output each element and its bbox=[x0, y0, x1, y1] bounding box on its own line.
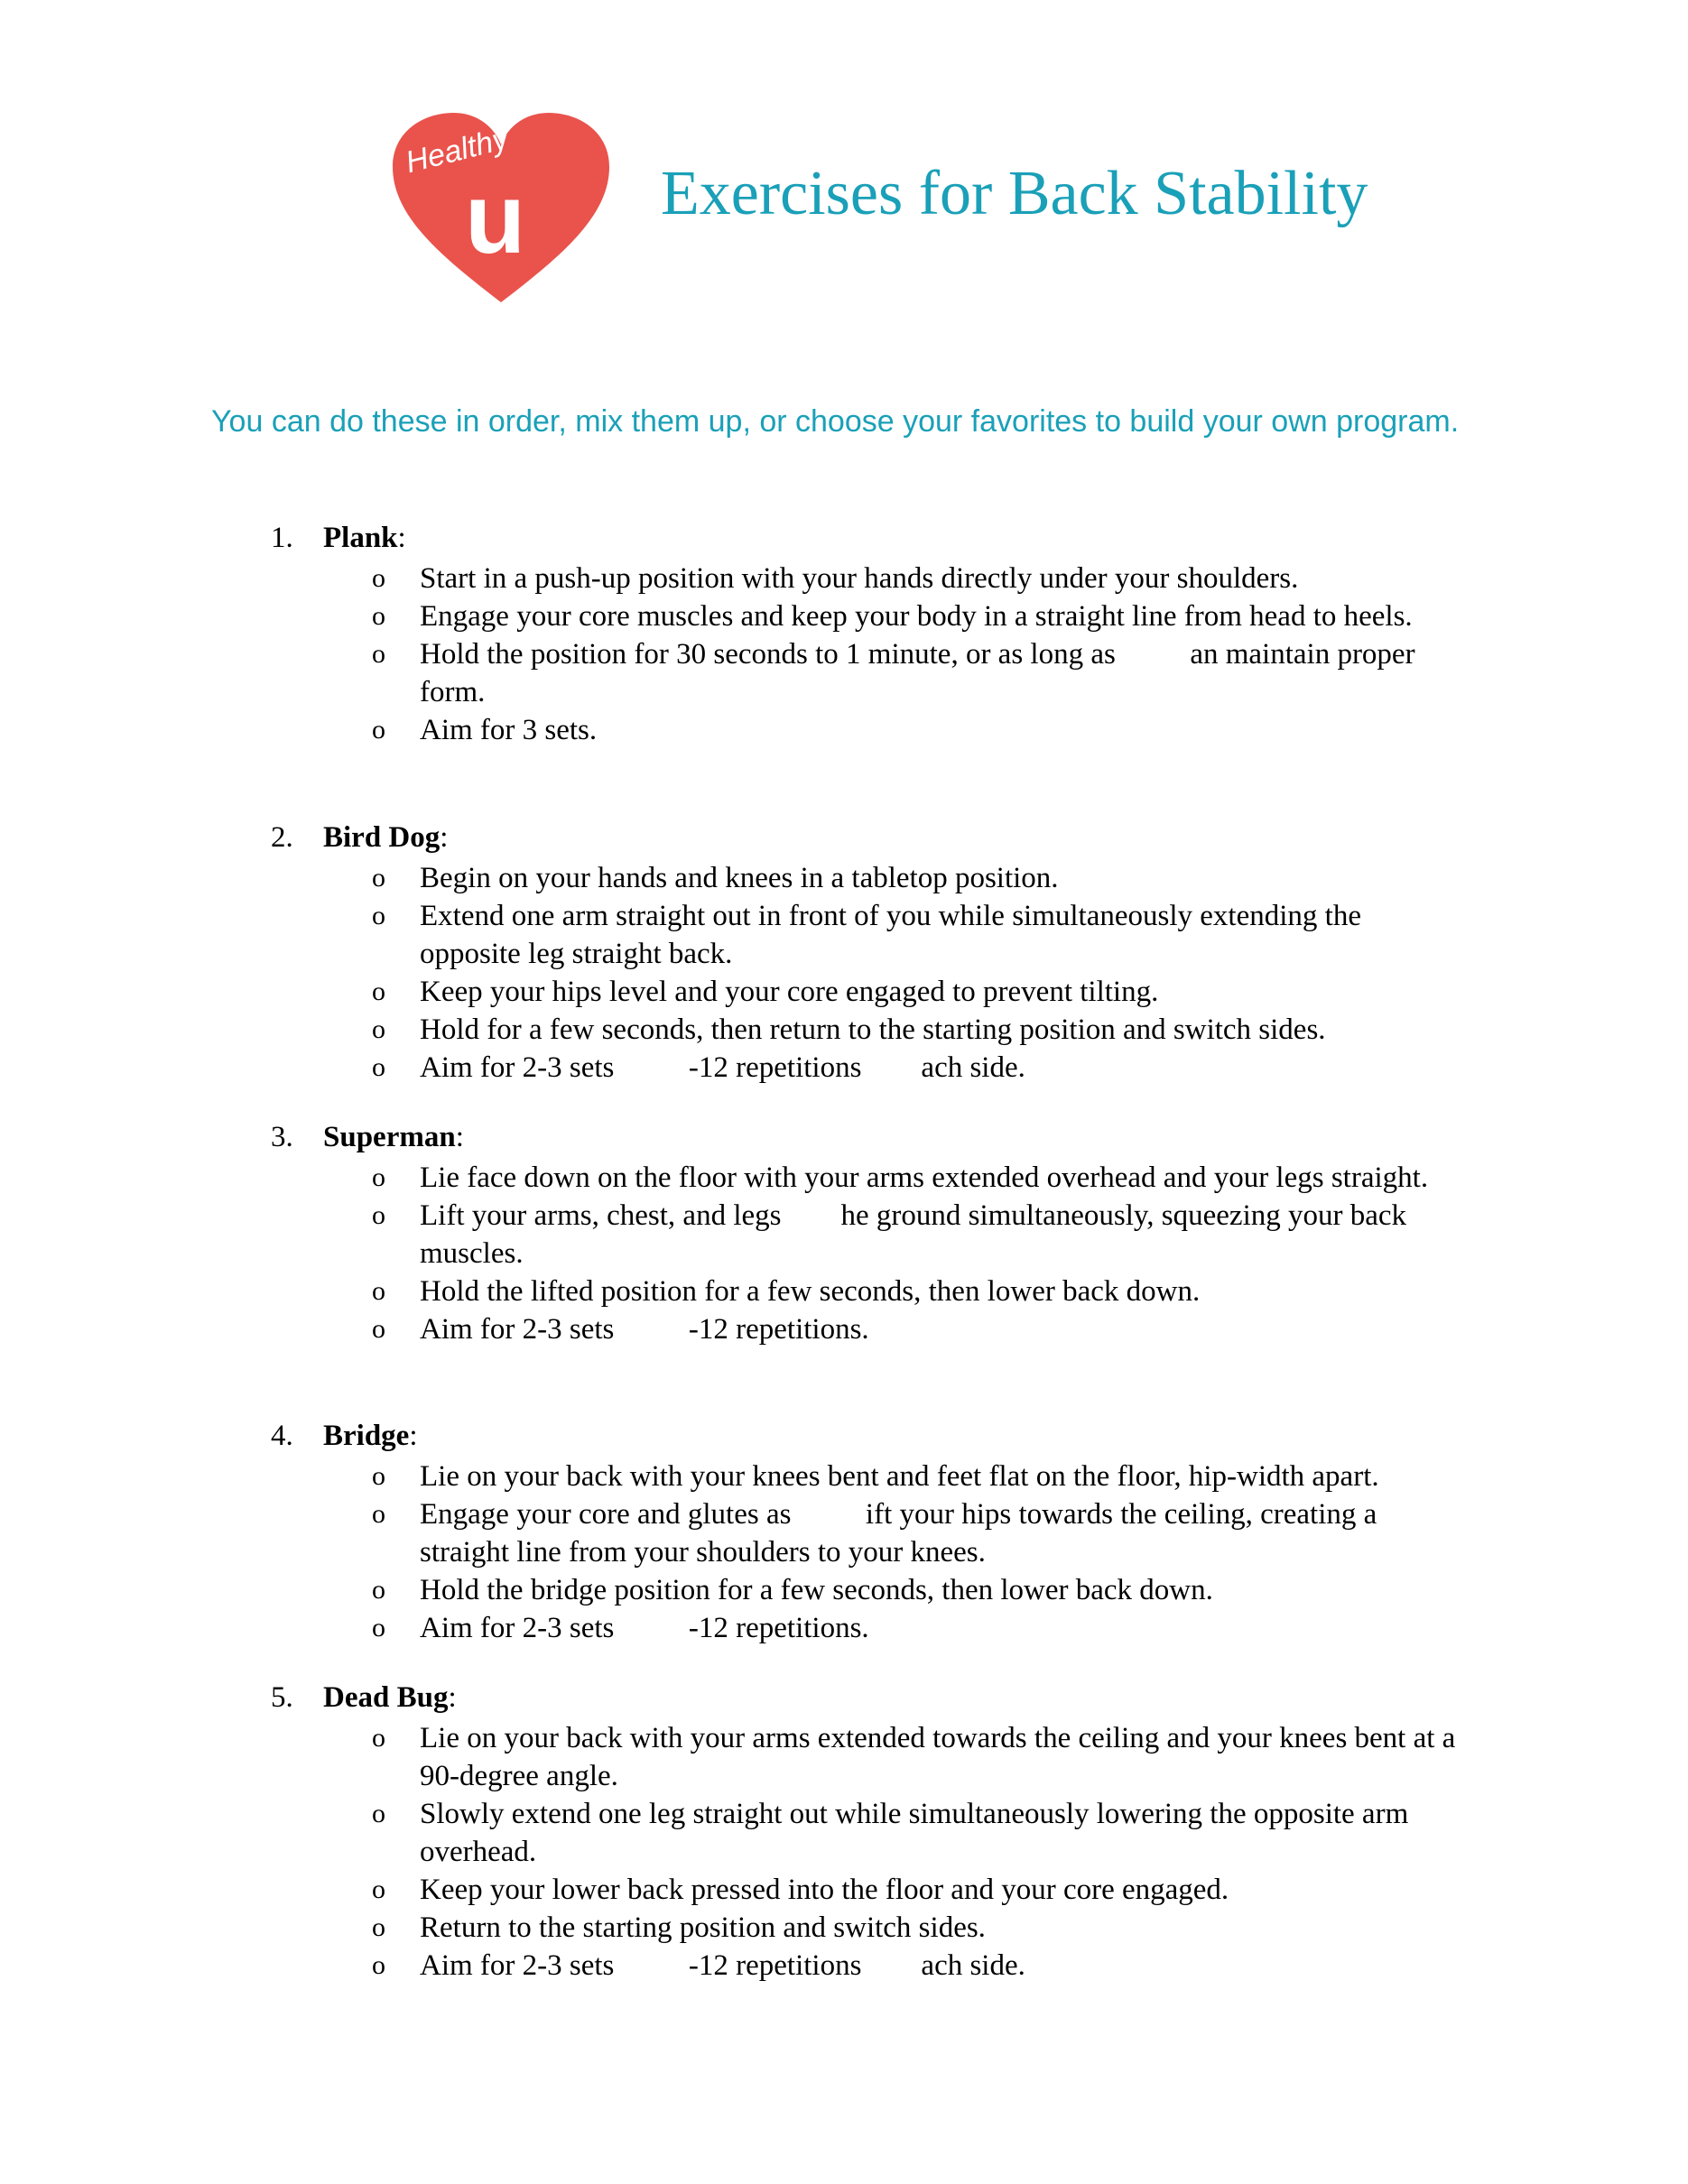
bullet-icon: o bbox=[372, 1799, 385, 1828]
bullet-icon: o bbox=[372, 1314, 385, 1344]
bullet-icon: o bbox=[372, 1461, 385, 1491]
list-item: o Engage your core muscles and keep your body in a straight line from head to heels. bbox=[0, 597, 1688, 635]
list-item: o Lift your arms, chest, and legs he ground simultaneously, squeezing your back muscles. bbox=[0, 1197, 1688, 1272]
list-item: o Return to the starting position and switch sides. bbox=[0, 1909, 1688, 1947]
bullet-icon: o bbox=[372, 1162, 385, 1192]
bullet-icon: o bbox=[372, 1276, 385, 1306]
list-item: o Hold the position for 30 seconds to 1 minute, or as long as an maintain proper form. bbox=[0, 635, 1688, 711]
list-item: o Hold the lifted position for a few seconds, then lower back down. bbox=[0, 1272, 1688, 1310]
bullet-icon: o bbox=[372, 715, 385, 745]
exercise-name: Bird Dog bbox=[323, 821, 441, 854]
list-item: o Aim for 2-3 sets -12 repetitions. bbox=[0, 1609, 1688, 1647]
page-subtitle: You can do these in order, mix them up, or choose your favorites to build your own program. bbox=[211, 404, 1460, 439]
list-item: o Aim for 2-3 sets -12 repetitions ach side. bbox=[0, 1049, 1688, 1087]
bullet-icon: o bbox=[372, 639, 385, 669]
bullet-icon: o bbox=[372, 1499, 385, 1529]
logo-letter: u bbox=[465, 163, 526, 274]
list-item: o Engage your core and glutes as ift your hips towards the ceiling, creating a straight line from your shoulders to your knees. bbox=[0, 1495, 1688, 1571]
bullet-icon: o bbox=[372, 1052, 385, 1082]
exercise-name: Superman bbox=[323, 1121, 456, 1153]
bullet-icon: o bbox=[372, 1613, 385, 1643]
bullet-icon: o bbox=[372, 1874, 385, 1904]
exercise-heading: 5. Dead Bug: bbox=[271, 1681, 457, 1714]
list-item: o Begin on your hands and knees in a tabletop position. bbox=[0, 859, 1688, 897]
list-item: o Hold for a few seconds, then return to the starting position and switch sides. bbox=[0, 1011, 1688, 1049]
bullet-icon: o bbox=[372, 1723, 385, 1753]
list-item: o Keep your hips level and your core engaged to prevent tilting. bbox=[0, 973, 1688, 1011]
page-title: Exercises for Back Stability bbox=[661, 159, 1368, 228]
exercise-number: 2. bbox=[271, 821, 293, 854]
list-item: o Lie face down on the floor with your arms extended overhead and your legs straight. bbox=[0, 1159, 1688, 1197]
bullet-icon: o bbox=[372, 863, 385, 893]
exercise-name: Dead Bug bbox=[323, 1681, 449, 1714]
exercise-number: 1. bbox=[271, 522, 293, 554]
exercise-heading: 1. Plank: bbox=[271, 522, 406, 554]
list-item: o Slowly extend one leg straight out while simultaneously lowering the opposite arm overhead. bbox=[0, 1795, 1688, 1871]
exercise-number: 3. bbox=[271, 1121, 293, 1153]
bullet-icon: o bbox=[372, 601, 385, 631]
bullet-icon: o bbox=[372, 901, 385, 930]
bullet-icon: o bbox=[372, 976, 385, 1006]
list-item: o Lie on your back with your arms extended towards the ceiling and your knees bent at a 90-degree angle. bbox=[0, 1719, 1688, 1795]
exercise-name: Bridge bbox=[323, 1420, 410, 1452]
exercise-heading: 3. Superman: bbox=[271, 1121, 464, 1153]
exercise-number: 5. bbox=[271, 1681, 293, 1714]
bullet-icon: o bbox=[372, 1950, 385, 1980]
list-item: o Aim for 2-3 sets -12 repetitions ach side. bbox=[0, 1947, 1688, 1985]
healthy-u-logo bbox=[388, 108, 614, 311]
list-item: o Extend one arm straight out in front of you while simultaneously extending the opposite leg straight back. bbox=[0, 897, 1688, 973]
logo-word: Healthy bbox=[402, 121, 512, 180]
list-item: o Aim for 2-3 sets -12 repetitions. bbox=[0, 1310, 1688, 1348]
exercise-name: Plank bbox=[323, 522, 398, 554]
list-item: o Hold the bridge position for a few seconds, then lower back down. bbox=[0, 1571, 1688, 1609]
bullet-icon: o bbox=[372, 1912, 385, 1942]
exercise-heading: 4. Bridge: bbox=[271, 1420, 418, 1452]
list-item: o Aim for 3 sets. bbox=[0, 711, 1688, 749]
exercise-heading: 2. Bird Dog: bbox=[271, 821, 449, 854]
bullet-icon: o bbox=[372, 563, 385, 593]
bullet-icon: o bbox=[372, 1575, 385, 1605]
bullet-icon: o bbox=[372, 1200, 385, 1230]
list-item: o Lie on your back with your knees bent and feet flat on the floor, hip-width apart. bbox=[0, 1458, 1688, 1495]
list-item: o Start in a push-up position with your hands directly under your shoulders. bbox=[0, 560, 1688, 597]
exercise-number: 4. bbox=[271, 1420, 293, 1452]
list-item: o Keep your lower back pressed into the floor and your core engaged. bbox=[0, 1871, 1688, 1909]
bullet-icon: o bbox=[372, 1014, 385, 1044]
